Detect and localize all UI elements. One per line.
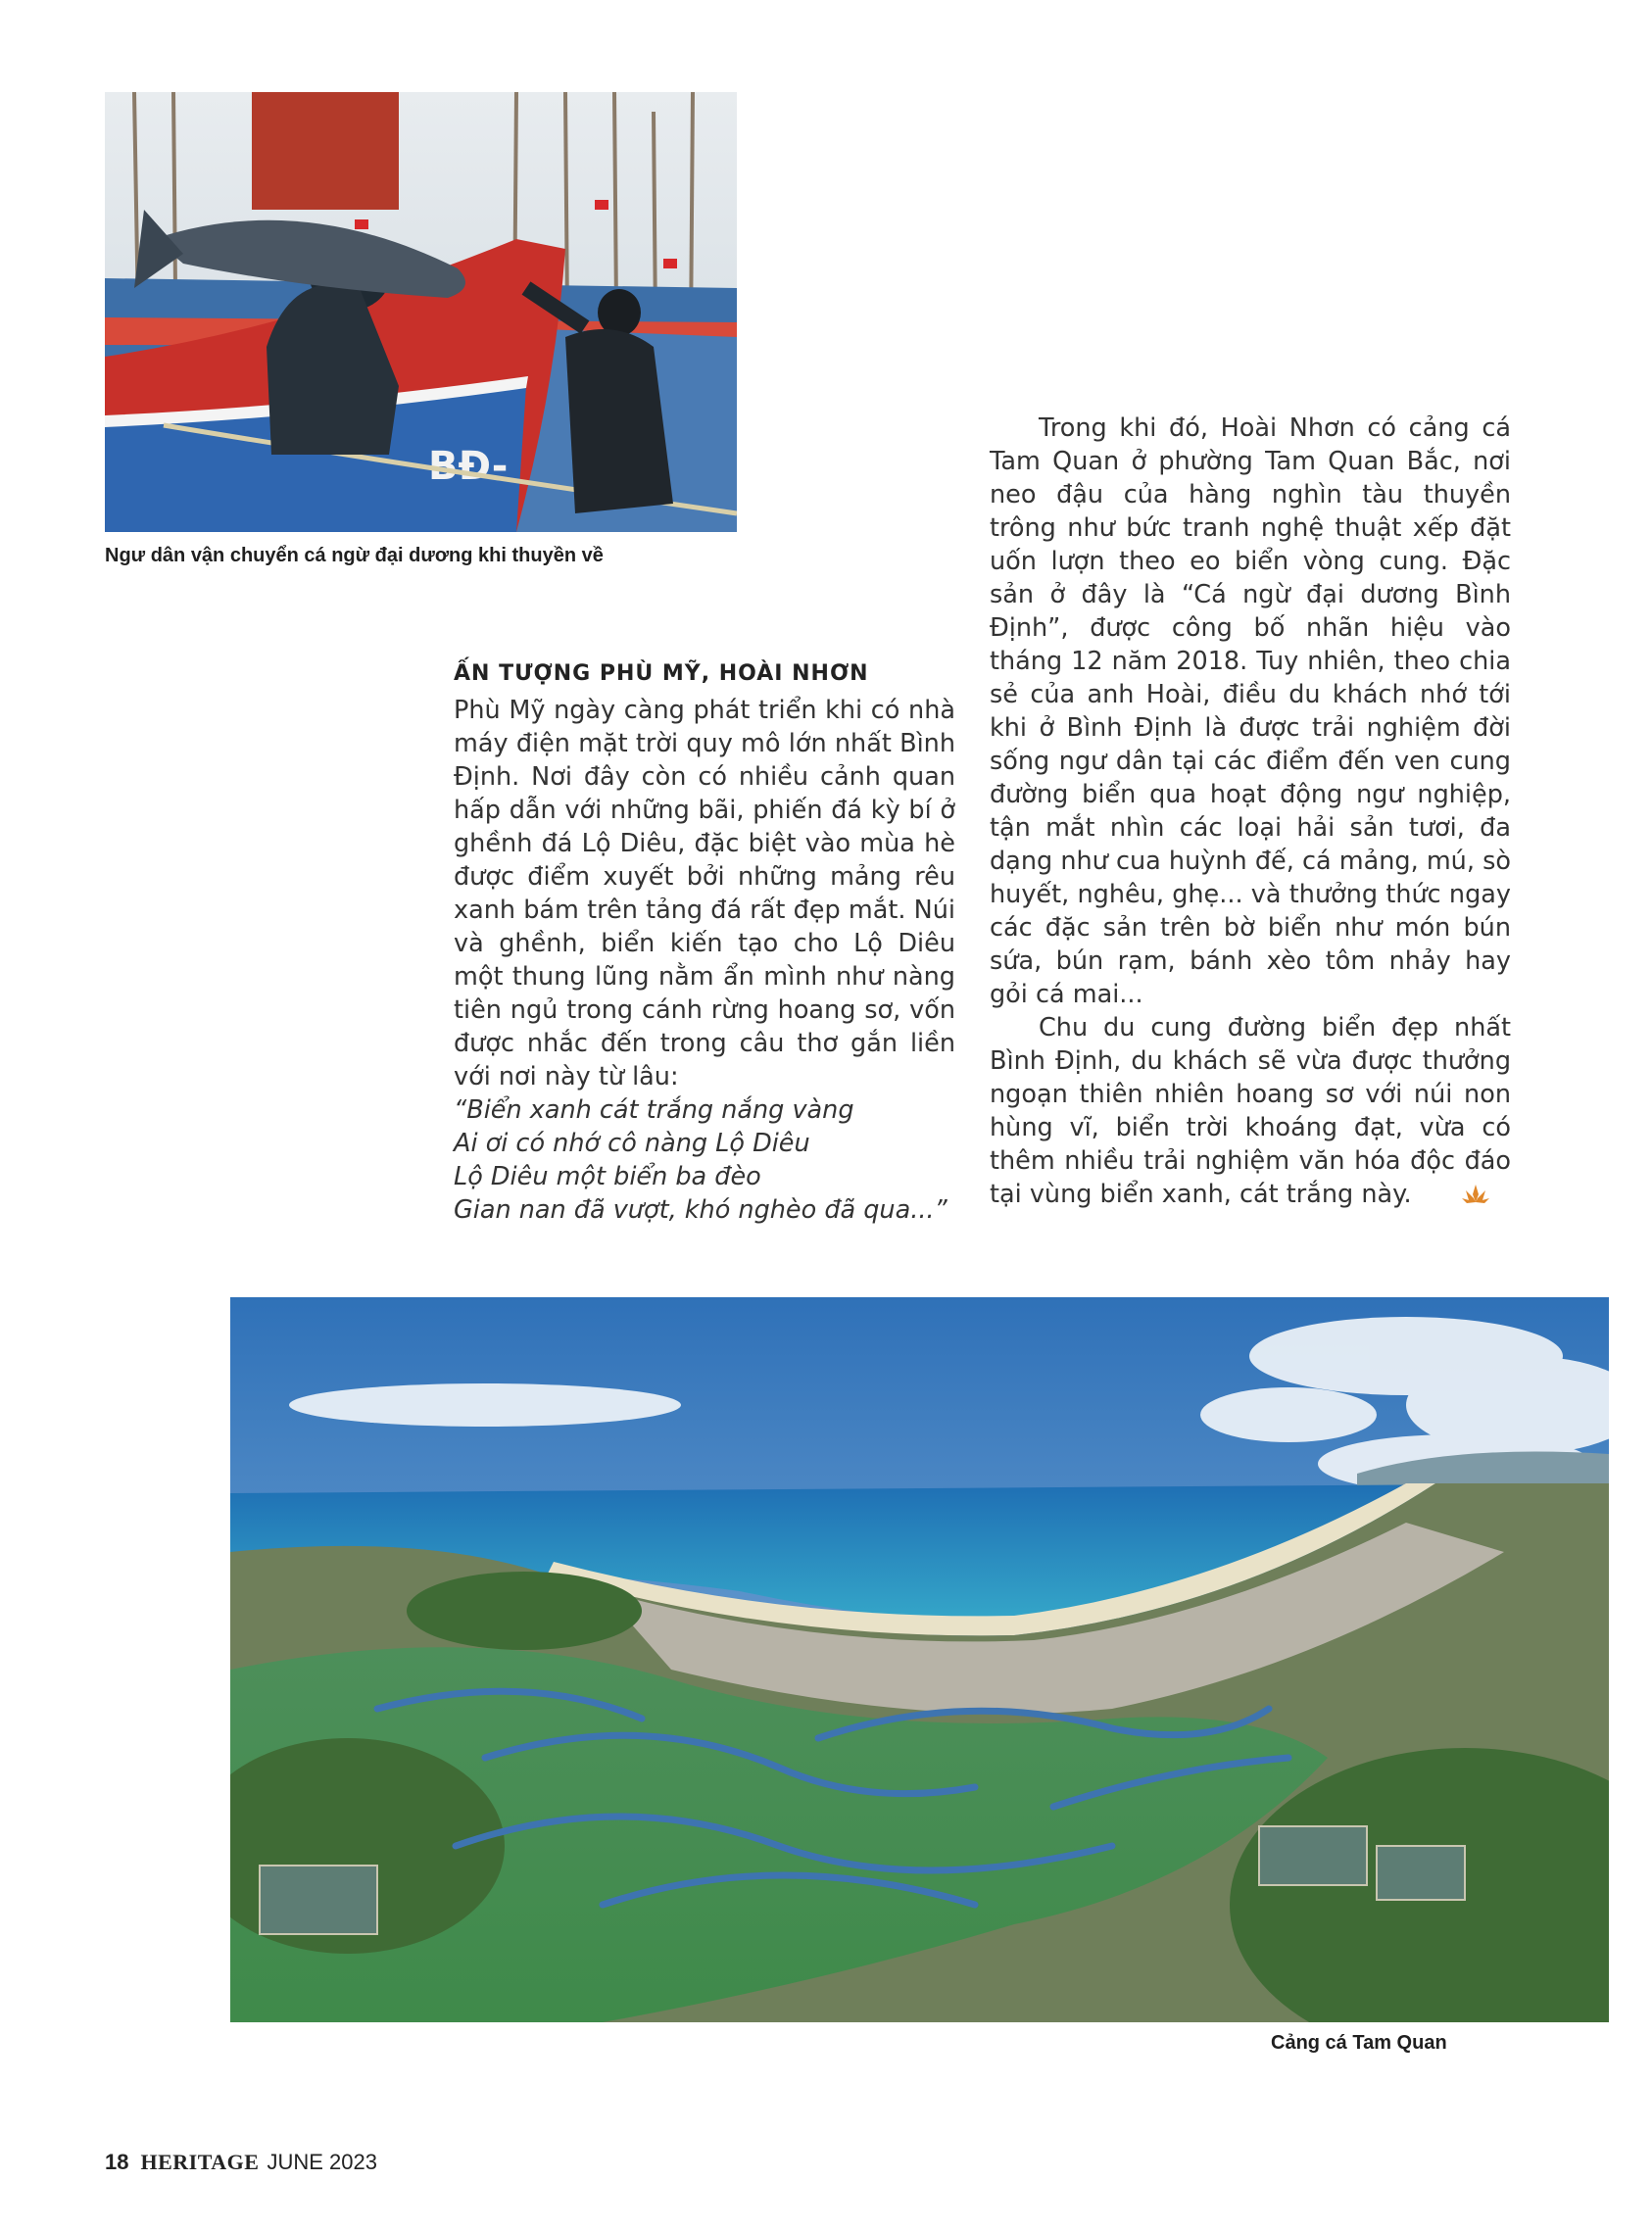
page-footer bbox=[105, 2150, 377, 2175]
right-paragraph-2-text: Chu du cung đường biển đẹp nhất Bình Định, du khách sẽ vừa được thưởng ngoạn thiên nhiên hoang sơ với núi non hùng vĩ, biển trời khoáng đạt, vừa có thêm nhiều trải nghiệm văn hóa độc đáo tại vùng biển xanh, cát trắng này. bbox=[990, 1013, 1511, 1209]
fishermen-tuna-photo bbox=[105, 92, 737, 532]
right-text-column bbox=[990, 412, 1511, 1211]
bottom-photo-caption: Cảng cá Tam Quan bbox=[1271, 2032, 1447, 2054]
top-photo-caption: Ngư dân vận chuyển cá ngừ đại dương khi thuyền về bbox=[105, 545, 604, 566]
verse-line-4: Gian nan đã vượt, khó nghèo đã qua...” bbox=[454, 1195, 947, 1225]
right-paragraph-2 bbox=[990, 1011, 1511, 1211]
section-heading: ẤN TƯỢNG PHÙ MỸ, HOÀI NHƠN bbox=[454, 661, 869, 686]
left-text-column bbox=[454, 658, 955, 1227]
lotus-end-mark-icon bbox=[1412, 1180, 1441, 1201]
tam-quan-port-aerial-photo bbox=[230, 1297, 1609, 2022]
verse-line-1: “Biển xanh cát trắng nắng vàng bbox=[454, 1095, 854, 1125]
right-paragraph-1: Trong khi đó, Hoài Nhơn có cảng cá Tam Quan ở phường Tam Quan Bắc, nơi neo đậu của hàng nghìn tàu thuyền trông như bức tranh nghệ thuật xếp đặt uốn lượn theo eo biển vòng cung. Đặc sản ở đây là “Cá ngừ đại dương Bình Định”, được công bố nhãn hiệu vào tháng 12 năm 2018. Tuy nhiên, theo chia sẻ của anh Hoài, điều du khách nhớ tới khi ở Bình Định là được trải nghiệm đời sống ngư dân tại các điểm đến ven cung đường biển qua hoạt động ngư nghiệp, tận mắt nhìn các loại hải sản tươi, đa dạng như cua huỳnh đế, cá mảng, mú, sò huyết, nghêu, ghẹ... và thưởng thức ngay các đặc sản trên bờ biển như món bún sứa, bún rạm, bánh xèo tôm nhảy hay gỏi cá mai... bbox=[990, 413, 1511, 1009]
verse-line-2: Ai ơi có nhớ cô nàng Lộ Diêu bbox=[454, 1129, 810, 1158]
magazine-name: HERITAGE bbox=[140, 2150, 260, 2174]
issue-date: JUNE 2023 bbox=[267, 2150, 377, 2174]
verse-line-3: Lộ Diêu một biển ba đèo bbox=[454, 1162, 761, 1191]
boat-registration-text: BĐ- bbox=[428, 444, 509, 489]
left-paragraph: Phù Mỹ ngày càng phát triển khi có nhà máy điện mặt trời quy mô lớn nhất Bình Định. Nơi đây còn có nhiều cảnh quan hấp dẫn với những bãi, phiến đá kỳ bí ở ghềnh đá Lộ Diêu, đặc biệt vào mùa hè được điểm xuyết bởi những mảng rêu xanh bám trên tảng đá rất đẹp mắt. Núi và ghềnh, biển kiến tạo cho Lộ Diêu một thung lũng nằm ẩn mình như nàng tiên ngủ trong cánh rừng hoang sơ, vốn được nhắc đến trong câu thơ gắn liền với nơi này từ lâu: bbox=[454, 696, 955, 1091]
page-number: 18 bbox=[105, 2150, 129, 2174]
